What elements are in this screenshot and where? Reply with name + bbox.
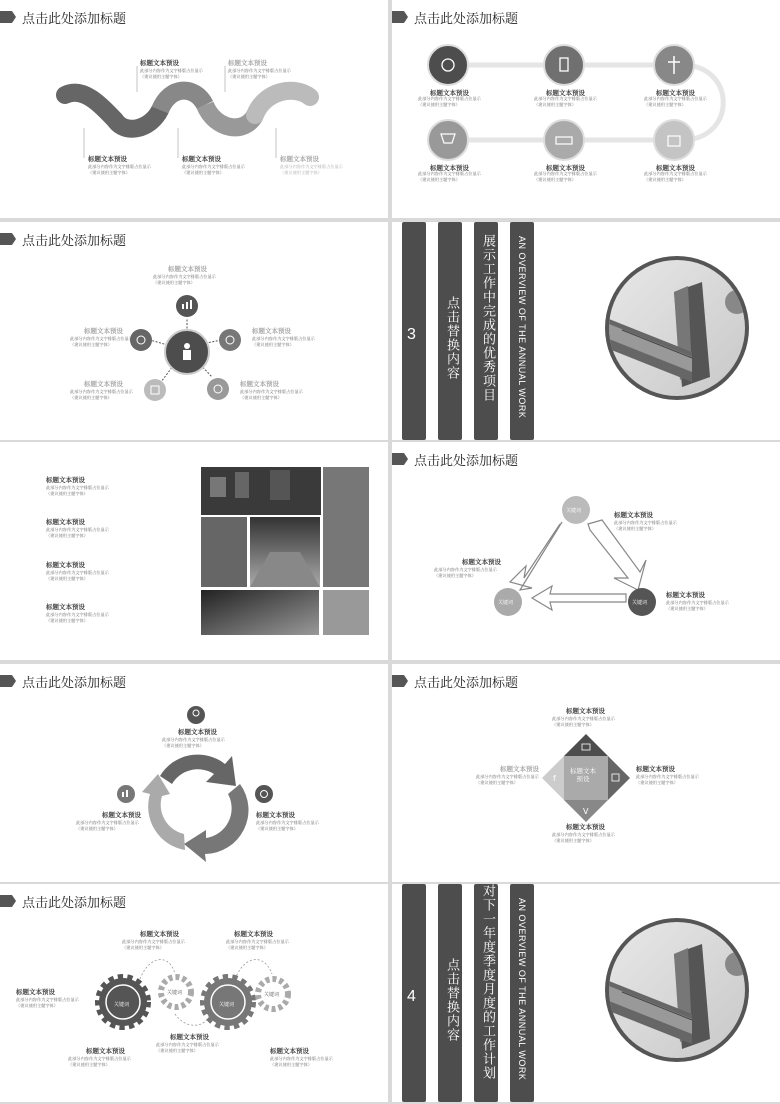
section-number: 3 bbox=[407, 326, 416, 343]
item-title: 标题文本预设 bbox=[566, 708, 605, 715]
slide-5-collage[interactable] bbox=[0, 442, 388, 660]
keyword-label: 关键词 bbox=[219, 1002, 235, 1008]
cycle-diagram bbox=[0, 664, 388, 882]
item-desc: 此部分内容作为文字排版占位显示 （建议使用主题字体） bbox=[280, 164, 343, 175]
slide-title: 点击此处添加标题 bbox=[414, 453, 519, 468]
slide-8-diamond[interactable] bbox=[392, 664, 780, 882]
item-desc: 此部分内容作为文字排版占位显示 （建议使用主题字体） bbox=[46, 527, 109, 538]
item-desc: 此部分内容作为文字排版占位显示 （建议使用主题字体） bbox=[122, 939, 185, 950]
svg-text:f: f bbox=[553, 774, 556, 783]
item-desc: 此部分内容作为文字排版占位显示 （建议使用主题字体） bbox=[418, 171, 481, 182]
slide-title: 点击此处添加标题 bbox=[22, 895, 127, 910]
item-title: 标题文本预设 bbox=[46, 562, 85, 569]
triangle-cycle-diagram bbox=[392, 442, 780, 660]
slide-2-circles[interactable] bbox=[392, 0, 780, 218]
keyword-label: 关键词 bbox=[632, 600, 648, 606]
keyword-label: 关键词 bbox=[167, 990, 183, 996]
item-desc: 此部分内容作为文字排版占位显示 （建议使用主题字体） bbox=[270, 1056, 333, 1067]
slide-title: 点击此处添加标题 bbox=[414, 11, 519, 26]
item-title: 标题文本预设 bbox=[170, 1034, 209, 1041]
radial-diagram bbox=[0, 222, 388, 440]
svg-text:V: V bbox=[583, 807, 589, 816]
item-title: 标题文本预设 bbox=[168, 266, 207, 273]
item-desc: 此部分内容作为文字排版占位显示 （建议使用主题字体） bbox=[76, 820, 139, 831]
item-desc: 此部分内容作为文字排版占位显示 （建议使用主题字体） bbox=[434, 567, 497, 578]
item-desc: 此部分内容作为文字排版占位显示 （建议使用主题字体） bbox=[252, 336, 315, 347]
item-title: 标题文本预设 bbox=[86, 1048, 125, 1055]
item-desc: 此部分内容作为文字排版占位显示 （建议使用主题字体） bbox=[228, 68, 291, 79]
item-title: 标题文本预设 bbox=[656, 90, 695, 97]
item-title: 标题文本预设 bbox=[46, 477, 85, 484]
slide-1-wave[interactable] bbox=[0, 0, 388, 218]
item-title: 标题文本预设 bbox=[256, 812, 295, 819]
slide-title: 点击此处添加标题 bbox=[22, 11, 127, 26]
item-desc: 此部分内容作为文字排版占位显示 （建议使用主题字体） bbox=[46, 570, 109, 581]
item-desc: 此部分内容作为文字排版占位显示 （建议使用主题字体） bbox=[552, 832, 615, 843]
item-desc: 此部分内容作为文字排版占位显示 （建议使用主题字体） bbox=[140, 68, 203, 79]
item-desc: 此部分内容作为文字排版占位显示 （建议使用主题字体） bbox=[46, 485, 109, 496]
item-desc: 此部分内容作为文字排版占位显示 （建议使用主题字体） bbox=[46, 612, 109, 623]
item-title: 标题文本预设 bbox=[140, 60, 179, 67]
circle-path-diagram bbox=[392, 0, 780, 218]
slide-9-gears[interactable] bbox=[0, 884, 388, 1102]
slide-title: 点击此处添加标题 bbox=[22, 233, 127, 248]
slide-10-section-4[interactable] bbox=[392, 884, 780, 1102]
slide-6-triangle[interactable] bbox=[392, 442, 780, 660]
section-col-2: 展示工作中完成的优秀项目 bbox=[481, 234, 496, 402]
item-title: 标题文本预设 bbox=[280, 156, 319, 163]
gears-diagram bbox=[0, 884, 388, 1102]
wave-diagram bbox=[0, 0, 388, 218]
item-desc: 此部分内容作为文字排版占位显示 （建议使用主题字体） bbox=[644, 171, 707, 182]
keyword-label: 关键词 bbox=[264, 992, 280, 998]
item-desc: 此部分内容作为文字排版占位显示 （建议使用主题字体） bbox=[614, 520, 677, 531]
slide-title: 点击此处添加标题 bbox=[414, 675, 519, 690]
item-title: 标题文本预设 bbox=[182, 156, 221, 163]
item-title: 标题文本预设 bbox=[462, 559, 501, 566]
slide-4-section-3[interactable] bbox=[392, 222, 780, 440]
section-col-3: AN OVERVIEW OF THE ANNUAL WORK bbox=[517, 898, 527, 1081]
item-title: 标题文本预设 bbox=[88, 156, 127, 163]
section-number: 4 bbox=[407, 988, 416, 1005]
item-title: 标题文本预设 bbox=[252, 328, 291, 335]
building-photo bbox=[392, 884, 780, 1102]
keyword-label: 关键词 bbox=[114, 1002, 130, 1008]
item-title: 标题文本预设 bbox=[102, 812, 141, 819]
slide-3-radial[interactable] bbox=[0, 222, 388, 440]
photo-collage bbox=[0, 442, 388, 660]
item-title: 标题文本预设 bbox=[16, 989, 55, 996]
item-desc: 此部分内容作为文字排版占位显示 （建议使用主题字体） bbox=[666, 600, 729, 611]
section-col-2: 对下一年度季度月度的工作计划 bbox=[481, 884, 496, 1080]
item-desc: 此部分内容作为文字排版占位显示 （建议使用主题字体） bbox=[70, 336, 133, 347]
item-title: 标题文本预设 bbox=[270, 1048, 309, 1055]
section-col-1: 点击替换内容 bbox=[445, 296, 460, 380]
item-desc: 此部分内容作为文字排版占位显示 （建议使用主题字体） bbox=[240, 389, 303, 400]
item-title: 标题文本预设 bbox=[500, 766, 539, 773]
slide-title: 点击此处添加标题 bbox=[22, 675, 127, 690]
item-title: 标题文本预设 bbox=[430, 165, 469, 172]
item-title: 标题文本预设 bbox=[566, 824, 605, 831]
item-desc: 此部分内容作为文字排版占位显示 （建议使用主题字体） bbox=[636, 774, 699, 785]
section-col-1: 点击替换内容 bbox=[445, 958, 460, 1042]
item-title: 标题文本预设 bbox=[234, 931, 273, 938]
item-title: 标题文本预设 bbox=[614, 512, 653, 519]
item-desc: 此部分内容作为文字排版占位显示 （建议使用主题字体） bbox=[256, 820, 319, 831]
item-title: 标题文本预设 bbox=[46, 519, 85, 526]
item-desc: 此部分内容作为文字排版占位显示 （建议使用主题字体） bbox=[70, 389, 133, 400]
item-desc: 此部分内容作为文字排版占位显示 （建议使用主题字体） bbox=[418, 96, 481, 107]
section-col-3: AN OVERVIEW OF THE ANNUAL WORK bbox=[517, 236, 527, 419]
item-desc: 此部分内容作为文字排版占位显示 （建议使用主题字体） bbox=[88, 164, 151, 175]
item-title: 标题文本预设 bbox=[84, 328, 123, 335]
item-title: 标题文本预设 bbox=[140, 931, 179, 938]
item-desc: 此部分内容作为文字排版占位显示 （建议使用主题字体） bbox=[153, 274, 216, 285]
item-title: 标题文本预设 bbox=[228, 60, 267, 67]
item-desc: 此部分内容作为文字排版占位显示 （建议使用主题字体） bbox=[476, 774, 539, 785]
item-desc: 此部分内容作为文字排版占位显示 （建议使用主题字体） bbox=[68, 1056, 131, 1067]
keyword-label: 关键词 bbox=[498, 600, 514, 606]
item-title: 标题文本预设 bbox=[240, 381, 279, 388]
item-title: 标题文本预设 bbox=[84, 381, 123, 388]
item-title: 标题文本预设 bbox=[178, 729, 217, 736]
item-desc: 此部分内容作为文字排版占位显示 （建议使用主题字体） bbox=[534, 96, 597, 107]
item-title: 标题文本预设 bbox=[636, 766, 675, 773]
building-photo bbox=[392, 222, 780, 440]
item-title: 标题文本预设 bbox=[46, 604, 85, 611]
item-desc: 此部分内容作为文字排版占位显示 （建议使用主题字体） bbox=[162, 737, 225, 748]
item-desc: 此部分内容作为文字排版占位显示 （建议使用主题字体） bbox=[226, 939, 289, 950]
item-title: 标题文本预设 bbox=[656, 165, 695, 172]
item-desc: 此部分内容作为文字排版占位显示 （建议使用主题字体） bbox=[552, 716, 615, 727]
item-desc: 此部分内容作为文字排版占位显示 （建议使用主题字体） bbox=[644, 96, 707, 107]
item-desc: 此部分内容作为文字排版占位显示 （建议使用主题字体） bbox=[16, 997, 79, 1008]
keyword-label: 关键词 bbox=[566, 508, 582, 514]
item-desc: 此部分内容作为文字排版占位显示 （建议使用主题字体） bbox=[182, 164, 245, 175]
diamond-center-label: 标题文本 预设 bbox=[570, 768, 596, 783]
item-title: 标题文本预设 bbox=[666, 592, 705, 599]
item-desc: 此部分内容作为文字排版占位显示 （建议使用主题字体） bbox=[534, 171, 597, 182]
item-title: 标题文本预设 bbox=[546, 90, 585, 97]
item-title: 标题文本预设 bbox=[430, 90, 469, 97]
slide-7-circular-arrows[interactable] bbox=[0, 664, 388, 882]
item-title: 标题文本预设 bbox=[546, 165, 585, 172]
item-desc: 此部分内容作为文字排版占位显示 （建议使用主题字体） bbox=[156, 1042, 219, 1053]
